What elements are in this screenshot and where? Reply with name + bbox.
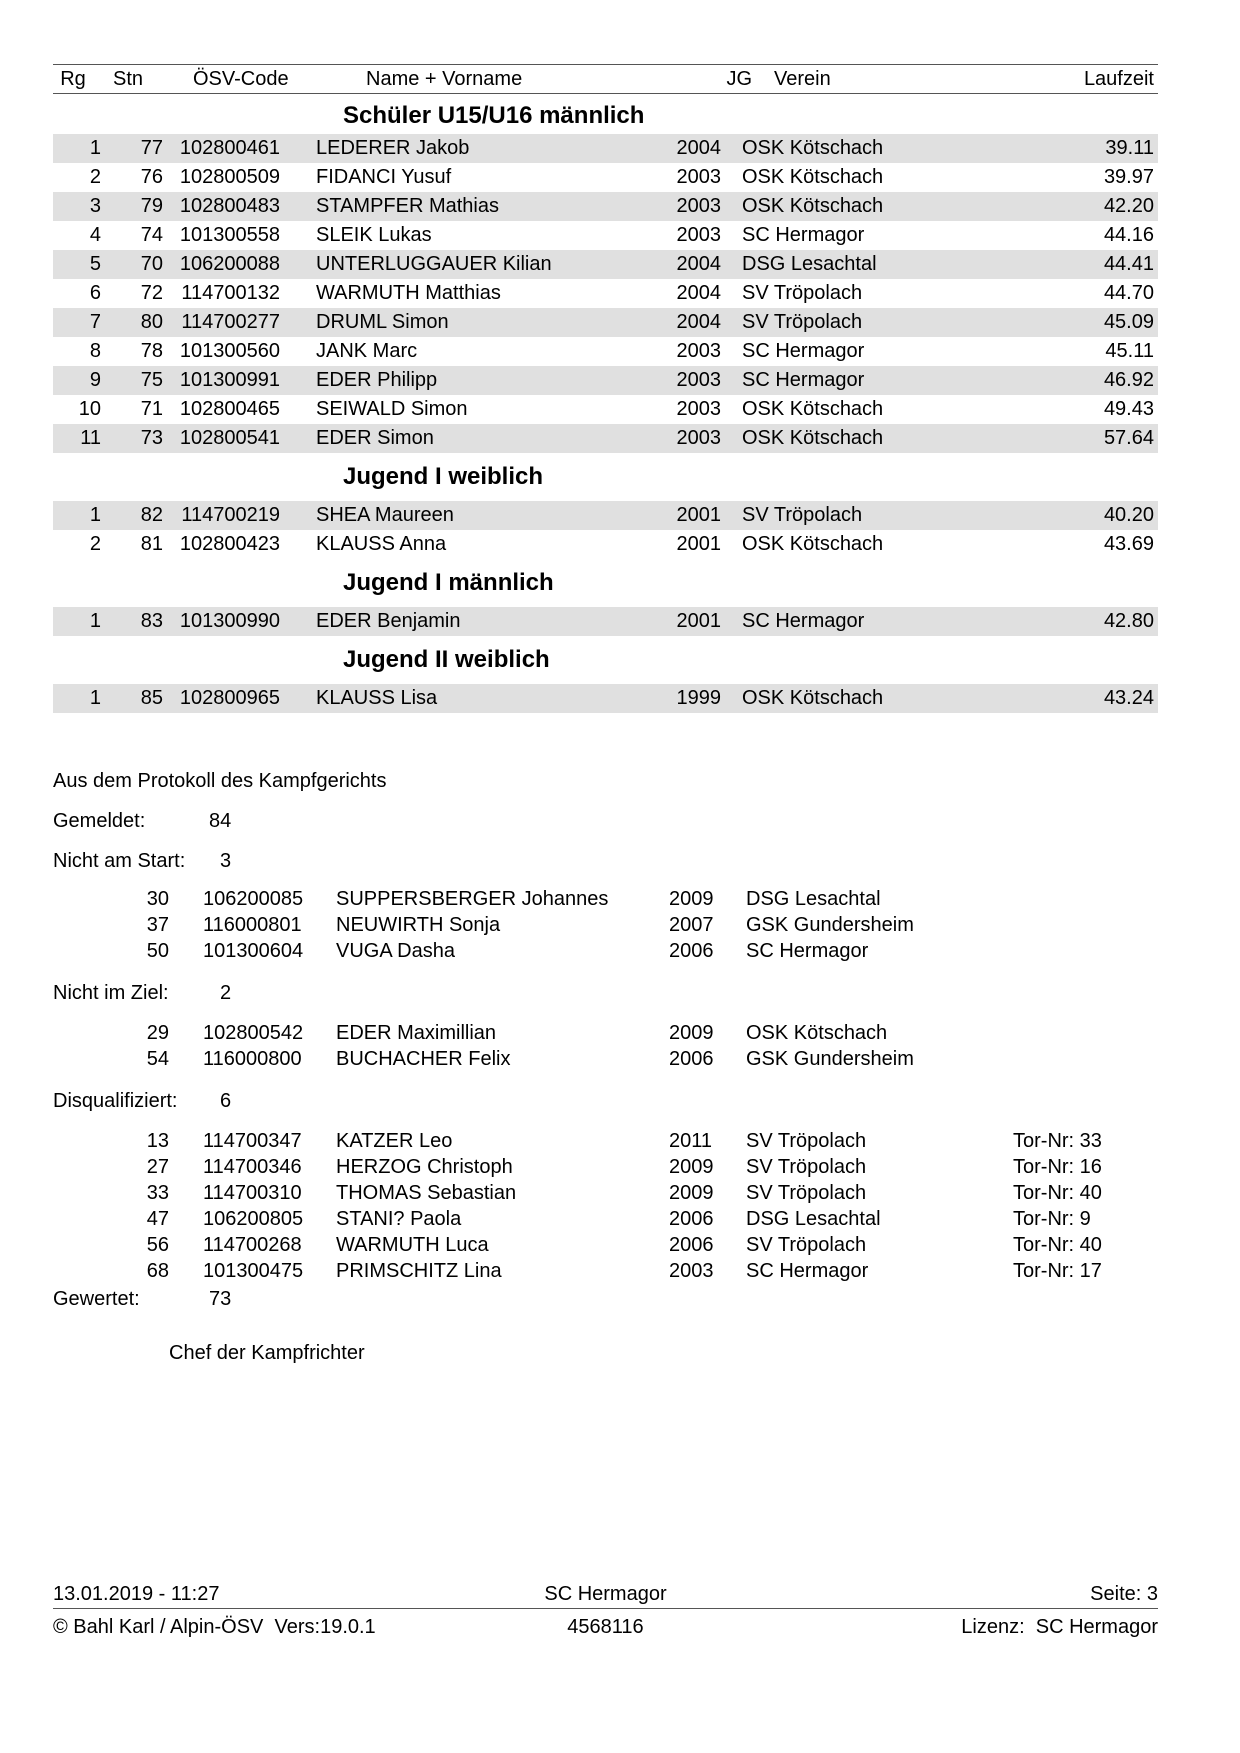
- cell-club: SV Tröpolach: [742, 282, 863, 304]
- group-title: Jugend I weiblich: [343, 463, 544, 490]
- cell-club: OSK Kötschach: [742, 166, 884, 188]
- entry-club: OSK Kötschach: [746, 1022, 888, 1044]
- cell-time: 44.41: [1103, 253, 1154, 275]
- entry-jg: 2009: [669, 1182, 714, 1204]
- cell-club: OSK Kötschach: [742, 137, 884, 159]
- cell-name: UNTERLUGGAUER Kilian: [316, 253, 552, 275]
- cell-name: EDER Philipp: [316, 369, 438, 391]
- entry-code: 106200805: [203, 1208, 304, 1230]
- table-row: [53, 192, 1158, 221]
- entry-name: BUCHACHER Felix: [336, 1048, 511, 1070]
- cell-name: LEDERER Jakob: [316, 137, 470, 159]
- cell-rg: 1: [89, 687, 101, 709]
- footer-datetime: 13.01.2019 - 11:27: [53, 1583, 220, 1605]
- entry-code: 116000801: [203, 914, 302, 936]
- header-jg: JG: [726, 68, 752, 90]
- footer-license: Lizenz: SC Hermagor: [961, 1616, 1158, 1638]
- cell-time: 44.70: [1103, 282, 1154, 304]
- cell-rg: 7: [89, 311, 101, 333]
- cell-code: 114700132: [181, 282, 280, 304]
- cell-stn: 79: [140, 195, 163, 217]
- cell-rg: 9: [89, 369, 101, 391]
- cell-jg: 2004: [676, 253, 721, 275]
- table-row: [53, 250, 1158, 279]
- entry-club: SV Tröpolach: [746, 1234, 867, 1256]
- entry-name: STANI? Paola: [336, 1208, 462, 1230]
- entry-jg: 2006: [669, 1208, 714, 1230]
- results-table: [53, 64, 1158, 713]
- cell-stn: 78: [140, 340, 163, 362]
- footer-page: Seite: 3: [1090, 1583, 1158, 1605]
- footer-line-2: [53, 1609, 1158, 1645]
- entry-name: HERZOG Christoph: [336, 1156, 513, 1178]
- cell-time: 45.11: [1105, 340, 1154, 362]
- cell-jg: 2004: [676, 282, 721, 304]
- list-item: [53, 1020, 1158, 1046]
- rated-value: 73: [209, 1288, 232, 1310]
- table-row: [53, 308, 1158, 337]
- list-item: [53, 1128, 1158, 1154]
- cell-time: 39.11: [1105, 137, 1154, 159]
- entry-name: WARMUTH Luca: [336, 1234, 489, 1256]
- cell-rg: 11: [80, 427, 101, 449]
- cell-club: SC Hermagor: [742, 610, 865, 632]
- footer-organizer: SC Hermagor: [544, 1583, 667, 1605]
- chief-label: Chef der Kampfrichter: [169, 1342, 365, 1364]
- cell-time: 42.20: [1103, 195, 1154, 217]
- footer-id: 4568116: [567, 1616, 644, 1638]
- entry-stn: 47: [146, 1208, 169, 1230]
- cell-jg: 2001: [676, 504, 721, 526]
- cell-jg: 2003: [676, 398, 721, 420]
- cell-jg: 2004: [676, 311, 721, 333]
- entry-stn: 33: [146, 1182, 169, 1204]
- cell-code: 102800483: [179, 195, 280, 217]
- rated-label: Gewertet:: [53, 1288, 140, 1310]
- group-title: Schüler U15/U16 männlich: [343, 102, 645, 129]
- cell-code: 114700277: [181, 311, 280, 333]
- table-row: [53, 607, 1158, 636]
- cell-jg: 1999: [676, 687, 721, 709]
- header-time: Laufzeit: [1083, 68, 1154, 90]
- cell-jg: 2001: [676, 610, 721, 632]
- cell-club: SC Hermagor: [742, 369, 865, 391]
- entry-code: 101300475: [203, 1260, 304, 1282]
- cell-code: 102800465: [179, 398, 280, 420]
- entry-code: 101300604: [203, 940, 304, 962]
- entry-stn: 30: [146, 888, 169, 910]
- cell-rg: 10: [78, 398, 101, 420]
- cell-club: SC Hermagor: [742, 340, 865, 362]
- registered-label: Gemeldet:: [53, 810, 146, 832]
- cell-time: 40.20: [1103, 504, 1154, 526]
- cell-jg: 2003: [676, 224, 721, 246]
- cell-code: 102800965: [179, 687, 280, 709]
- entry-gate: Tor-Nr: 40: [1013, 1182, 1102, 1204]
- entry-stn: 56: [146, 1234, 169, 1256]
- cell-name: KLAUSS Anna: [316, 533, 447, 555]
- entry-code: 114700347: [203, 1130, 302, 1152]
- entry-name: EDER Maximillian: [336, 1022, 497, 1044]
- entry-club: SV Tröpolach: [746, 1182, 867, 1204]
- footer-line-1: [53, 1580, 1158, 1609]
- cell-jg: 2003: [676, 427, 721, 449]
- cell-stn: 82: [140, 504, 163, 526]
- cell-code: 102800509: [179, 166, 280, 188]
- entry-stn: 13: [146, 1130, 169, 1152]
- cell-club: SV Tröpolach: [742, 504, 863, 526]
- entry-stn: 27: [146, 1156, 169, 1178]
- entry-code: 102800542: [203, 1022, 304, 1044]
- list-item: [53, 912, 1158, 938]
- cell-code: 101300560: [179, 340, 280, 362]
- cell-jg: 2001: [676, 533, 721, 555]
- entry-club: GSK Gundersheim: [746, 914, 914, 936]
- cell-name: JANK Marc: [316, 340, 418, 362]
- header-club: Verein: [774, 68, 831, 90]
- cell-rg: 1: [89, 610, 101, 632]
- cell-rg: 1: [89, 504, 101, 526]
- list-item: [53, 1046, 1158, 1072]
- list-item: [53, 886, 1158, 912]
- result-groups: [53, 94, 1158, 713]
- cell-code: 106200088: [179, 253, 280, 275]
- cell-time: 42.80: [1103, 610, 1154, 632]
- entry-code: 114700268: [203, 1234, 302, 1256]
- cell-rg: 1: [89, 137, 101, 159]
- cell-time: 46.92: [1103, 369, 1154, 391]
- cell-stn: 77: [140, 137, 163, 159]
- cell-code: 101300990: [179, 610, 280, 632]
- cell-code: 101300558: [179, 224, 280, 246]
- table-row: [53, 530, 1158, 559]
- cell-time: 49.43: [1103, 398, 1154, 420]
- entry-stn: 29: [146, 1022, 169, 1044]
- table-row: [53, 395, 1158, 424]
- cell-stn: 75: [140, 369, 163, 391]
- cell-rg: 3: [89, 195, 101, 217]
- entry-jg: 2006: [669, 1234, 714, 1256]
- table-row: [53, 501, 1158, 530]
- entry-code: 116000800: [203, 1048, 302, 1070]
- entry-stn: 50: [146, 940, 169, 962]
- table-row: [53, 163, 1158, 192]
- group-title: Jugend II weiblich: [343, 646, 550, 673]
- entry-code: 114700310: [203, 1182, 302, 1204]
- entry-name: THOMAS Sebastian: [336, 1182, 517, 1204]
- cell-name: SLEIK Lukas: [316, 224, 432, 246]
- cell-code: 102800541: [179, 427, 280, 449]
- list-item: [53, 1232, 1158, 1258]
- cell-name: SEIWALD Simon: [316, 398, 468, 420]
- table-row: [53, 221, 1158, 250]
- cell-stn: 70: [140, 253, 163, 275]
- dnf-label: Nicht im Ziel:: [53, 982, 169, 1004]
- cell-stn: 76: [140, 166, 163, 188]
- cell-rg: 5: [89, 253, 101, 275]
- cell-jg: 2003: [676, 340, 721, 362]
- list-item: [53, 1206, 1158, 1232]
- list-item: [53, 1258, 1158, 1284]
- entry-gate: Tor-Nr: 9: [1013, 1208, 1091, 1230]
- entry-stn: 68: [146, 1260, 169, 1282]
- cell-jg: 2004: [676, 137, 721, 159]
- entry-club: DSG Lesachtal: [746, 888, 881, 910]
- cell-club: SV Tröpolach: [742, 311, 863, 333]
- entry-club: SC Hermagor: [746, 1260, 869, 1282]
- dns-label: Nicht am Start:: [53, 850, 186, 872]
- cell-code: 102800423: [179, 533, 280, 555]
- cell-name: FIDANCI Yusuf: [316, 166, 452, 188]
- entry-club: GSK Gundersheim: [746, 1048, 914, 1070]
- cell-rg: 4: [89, 224, 101, 246]
- cell-name: EDER Simon: [316, 427, 434, 449]
- entry-name: NEUWIRTH Sonja: [336, 914, 501, 936]
- entry-code: 106200085: [203, 888, 304, 910]
- table-row: [53, 134, 1158, 163]
- cell-name: EDER Benjamin: [316, 610, 461, 632]
- entry-name: VUGA Dasha: [336, 940, 455, 962]
- page-footer: [53, 1580, 1158, 1645]
- cell-time: 43.24: [1103, 687, 1154, 709]
- entry-jg: 2006: [669, 1048, 714, 1070]
- header-code: ÖSV-Code: [193, 68, 289, 90]
- entry-jg: 2009: [669, 1156, 714, 1178]
- entry-name: KATZER Leo: [336, 1130, 453, 1152]
- entry-jg: 2009: [669, 1022, 714, 1044]
- entry-jg: 2003: [669, 1260, 714, 1282]
- header-rg: Rg: [60, 68, 86, 90]
- table-header: [53, 64, 1158, 94]
- entry-jg: 2006: [669, 940, 714, 962]
- entry-jg: 2007: [669, 914, 714, 936]
- footer-copyright: © Bahl Karl / Alpin-ÖSV Vers:19.0.1: [53, 1616, 376, 1638]
- group-title: Jugend I männlich: [343, 569, 554, 596]
- cell-rg: 2: [89, 166, 101, 188]
- dnf-value: 2: [220, 982, 232, 1004]
- dns-value: 3: [220, 850, 232, 872]
- cell-club: OSK Kötschach: [742, 195, 884, 217]
- table-row: [53, 337, 1158, 366]
- cell-time: 45.09: [1103, 311, 1154, 333]
- table-row: [53, 366, 1158, 395]
- cell-code: 102800461: [179, 137, 280, 159]
- entry-gate: Tor-Nr: 40: [1013, 1234, 1102, 1256]
- dsq-label: Disqualifiziert:: [53, 1090, 178, 1112]
- cell-stn: 80: [140, 311, 163, 333]
- cell-club: SC Hermagor: [742, 224, 865, 246]
- entry-gate: Tor-Nr: 16: [1013, 1156, 1102, 1178]
- registered-value: 84: [209, 810, 232, 832]
- cell-rg: 2: [89, 533, 101, 555]
- entry-club: SV Tröpolach: [746, 1156, 867, 1178]
- cell-time: 39.97: [1103, 166, 1154, 188]
- entry-stn: 54: [146, 1048, 169, 1070]
- cell-club: OSK Kötschach: [742, 398, 884, 420]
- entry-name: SUPPERSBERGER Johannes: [336, 888, 609, 910]
- entry-jg: 2009: [669, 888, 714, 910]
- table-row: [53, 684, 1158, 713]
- entry-stn: 37: [146, 914, 169, 936]
- header-name: Name + Vorname: [366, 68, 523, 90]
- entry-club: SV Tröpolach: [746, 1130, 867, 1152]
- dsq-value: 6: [220, 1090, 232, 1112]
- cell-rg: 6: [89, 282, 101, 304]
- cell-jg: 2003: [676, 369, 721, 391]
- entry-club: SC Hermagor: [746, 940, 869, 962]
- cell-name: WARMUTH Matthias: [316, 282, 501, 304]
- cell-stn: 85: [140, 687, 163, 709]
- cell-time: 44.16: [1103, 224, 1154, 246]
- entry-club: DSG Lesachtal: [746, 1208, 881, 1230]
- cell-rg: 8: [89, 340, 101, 362]
- cell-club: OSK Kötschach: [742, 427, 884, 449]
- entry-name: PRIMSCHITZ Lina: [336, 1260, 502, 1282]
- cell-stn: 72: [140, 282, 163, 304]
- table-row: [53, 279, 1158, 308]
- cell-time: 43.69: [1103, 533, 1154, 555]
- entry-jg: 2011: [669, 1130, 713, 1152]
- cell-stn: 74: [140, 224, 163, 246]
- entry-gate: Tor-Nr: 33: [1013, 1130, 1102, 1152]
- entry-code: 114700346: [203, 1156, 302, 1178]
- cell-stn: 73: [140, 427, 163, 449]
- entry-gate: Tor-Nr: 17: [1013, 1260, 1102, 1282]
- cell-name: STAMPFER Mathias: [316, 195, 499, 217]
- cell-club: OSK Kötschach: [742, 687, 884, 709]
- cell-code: 114700219: [181, 504, 280, 526]
- cell-club: DSG Lesachtal: [742, 253, 877, 275]
- cell-name: SHEA Maureen: [316, 504, 454, 526]
- list-item: [53, 1180, 1158, 1206]
- cell-name: DRUML Simon: [316, 311, 449, 333]
- cell-jg: 2003: [676, 166, 721, 188]
- cell-code: 101300991: [179, 369, 280, 391]
- header-stn: Stn: [112, 68, 144, 90]
- cell-jg: 2003: [676, 195, 721, 217]
- cell-stn: 71: [140, 398, 163, 420]
- list-item: [53, 938, 1158, 964]
- list-item: [53, 1154, 1158, 1180]
- cell-stn: 81: [140, 533, 163, 555]
- cell-stn: 83: [140, 610, 163, 632]
- cell-name: KLAUSS Lisa: [316, 687, 438, 709]
- protocol-title: Aus dem Protokoll des Kampfgerichts: [53, 770, 387, 792]
- table-row: [53, 424, 1158, 453]
- cell-club: OSK Kötschach: [742, 533, 884, 555]
- cell-time: 57.64: [1103, 427, 1154, 449]
